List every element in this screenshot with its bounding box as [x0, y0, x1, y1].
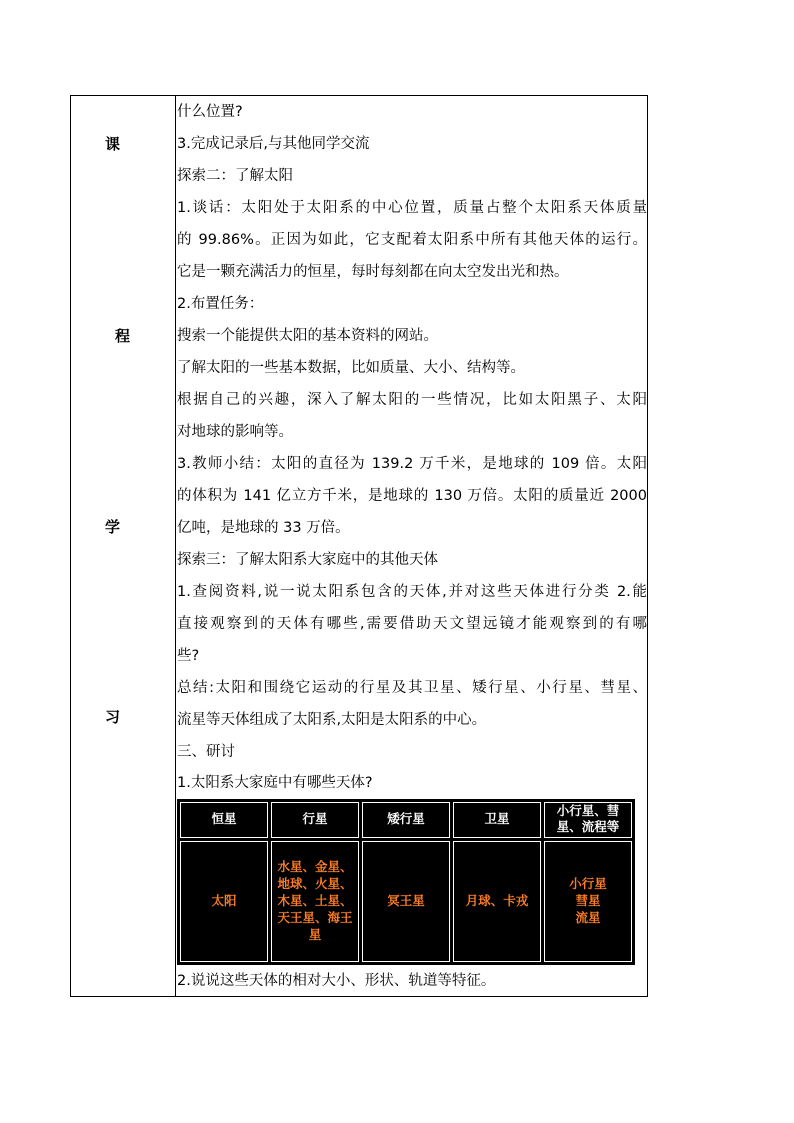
text-line: 探索三：了解太阳系大家庭中的其他天体 — [177, 552, 438, 568]
side-label-xi: 习 — [105, 708, 121, 726]
side-label-xue: 学 — [105, 518, 121, 536]
text-line: 直接观察到的天体有哪些,需要借助天文望远镜才能观察到的有哪 — [177, 616, 647, 632]
text-line: 探索二：了解太阳 — [177, 168, 293, 184]
cell-small-bodies: 小行星 彗星 流星 — [544, 841, 632, 962]
header-star: 恒星 — [180, 802, 268, 838]
cell-star: 太阳 — [180, 841, 268, 962]
text-line: 亿吨，是地球的 33 万倍。 — [177, 520, 350, 536]
text-line: 1.太阳系大家庭中有哪些天体? — [177, 775, 373, 791]
header-satellite: 卫星 — [453, 802, 541, 838]
cell-dwarf-planet: 冥王星 — [362, 841, 450, 962]
text-line-final: 2.说说这些天体的相对大小、形状、轨道等特征。 — [177, 973, 496, 989]
text-line: 些? — [177, 648, 200, 664]
cell-planet: 水星、金星、地球、火星、木星、土星、天王星、海王星 — [271, 841, 359, 962]
text-line: 它是一颗充满活力的恒星，每时每刻都在向太空发出光和热。 — [177, 264, 569, 280]
text-line: 1.谈话：太阳处于太阳系的中心位置，质量占整个太阳系天体质量 — [177, 200, 647, 216]
text-line: 3.教师小结：太阳的直径为 139.2 万千米，是地球的 109 倍。太阳 — [177, 456, 647, 472]
text-line: 1.查阅资料,说一说太阳系包含的天体,并对这些天体进行分类 2.能 — [177, 584, 647, 600]
header-small-bodies: 小行星、彗星、流程等 — [544, 802, 632, 838]
text-line: 总结:太阳和围绕它运动的行星及其卫星、矮行星、小行星、彗星、 — [177, 680, 647, 696]
text-line: 根据自己的兴趣，深入了解太阳的一些情况，比如太阳黑子、太阳 — [177, 392, 647, 408]
text-line: 3.完成记录后,与其他同学交流 — [177, 136, 370, 152]
header-dwarf-planet: 矮行星 — [362, 802, 450, 838]
column-divider — [175, 96, 176, 996]
text-line: 的 99.86%。正因为如此，它支配着太阳系中所有其他天体的运行。 — [177, 232, 647, 248]
text-line: 对地球的影响等。 — [177, 424, 293, 440]
text-line: 的体积为 141 亿立方千米，是地球的 130 万倍。太阳的质量近 2000 — [177, 488, 647, 504]
text-line: 2.布置任务： — [177, 296, 264, 312]
cell-satellite: 月球、卡戎 — [453, 841, 541, 962]
text-line: 流星等天体组成了太阳系,太阳是太阳系的中心。 — [177, 712, 487, 728]
text-line: 了解太阳的一些基本数据，比如质量、大小、结构等。 — [177, 360, 525, 376]
header-planet: 行星 — [271, 802, 359, 838]
celestial-bodies-table — [177, 799, 635, 965]
side-label-cheng: 程 — [115, 327, 131, 345]
text-line: 什么位置? — [177, 104, 243, 120]
side-label-ke: 课 — [105, 135, 121, 153]
lesson-table — [70, 95, 648, 997]
text-line: 三、研讨 — [177, 744, 235, 760]
text-line: 搜索一个能提供太阳的基本资料的网站。 — [177, 328, 438, 344]
